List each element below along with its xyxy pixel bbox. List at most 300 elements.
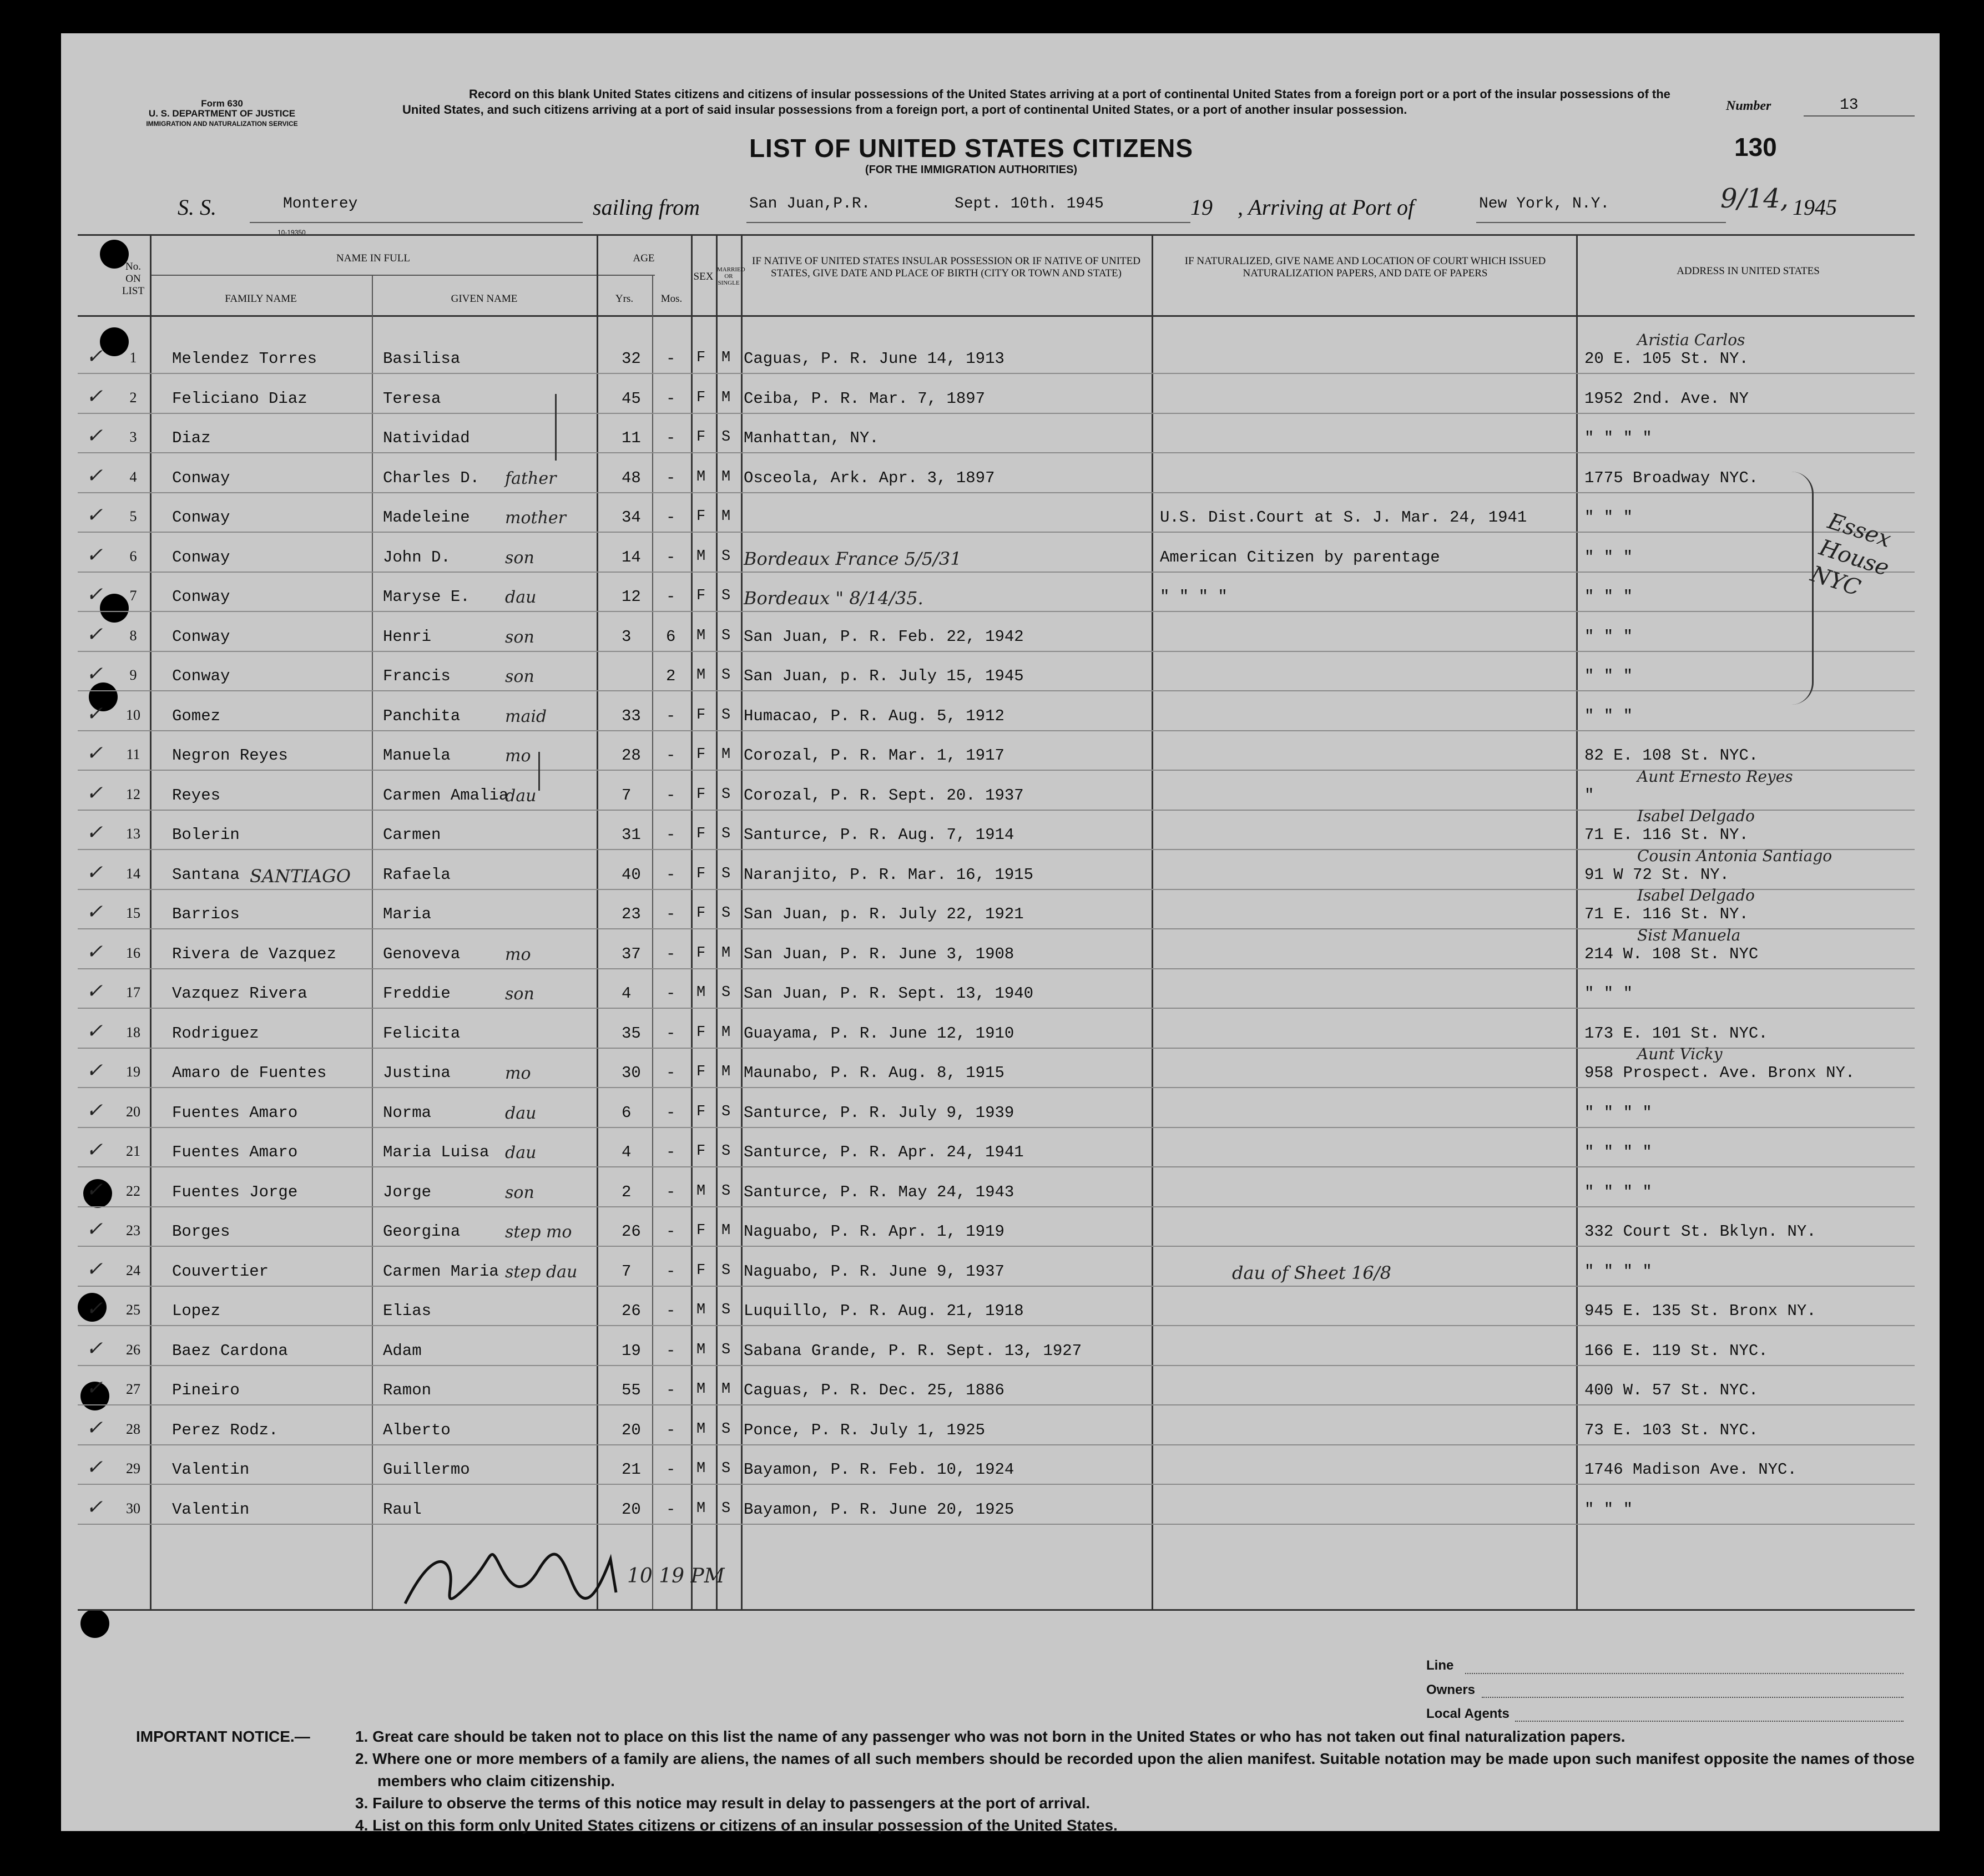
address: 91 W 72 St. NY.: [1584, 865, 1730, 884]
family-name: Conway: [172, 627, 230, 646]
address: " " ": [1584, 706, 1633, 725]
address: " " " ": [1584, 429, 1652, 447]
naturalization-info: American Citizen by parentage: [1160, 548, 1440, 567]
sex: F: [696, 706, 706, 724]
address-note: Isabel Delgado: [1637, 886, 1755, 904]
header-yrs: Yrs.: [615, 293, 634, 305]
sex: M: [696, 627, 706, 644]
family-name: Feliciano Diaz: [172, 389, 307, 408]
family-name: Gomez: [172, 706, 221, 725]
family-name: Reyes: [172, 786, 221, 805]
marital-status: S: [721, 548, 731, 565]
age-months: -: [666, 350, 676, 368]
sex: M: [696, 1182, 706, 1200]
row-rule: [78, 452, 1915, 453]
row-number: 28: [126, 1420, 140, 1437]
row-rule: [78, 1087, 1915, 1088]
age-months: -: [666, 389, 676, 408]
marital-status: S: [721, 1420, 731, 1438]
birth-info: Corozal, P. R. Sept. 20. 1937: [744, 786, 1024, 805]
given-name: Maria Luisa: [383, 1143, 489, 1161]
row-number: 25: [126, 1302, 140, 1318]
sex: M: [696, 548, 706, 565]
birth-info: San Juan, P. R. Feb. 22, 1942: [744, 627, 1024, 646]
row-rule: [78, 373, 1915, 374]
row-rule: [78, 1166, 1915, 1167]
birth-info: Santurce, P. R. Apr. 24, 1941: [744, 1143, 1024, 1161]
age-months: -: [666, 865, 676, 884]
form-number: Form 630: [201, 98, 243, 109]
marital-status: S: [721, 667, 731, 684]
sex: M: [696, 1460, 706, 1477]
address: " " ": [1584, 508, 1633, 527]
check-mark-icon: ✓: [86, 385, 103, 408]
address: 73 E. 103 St. NYC.: [1584, 1420, 1759, 1439]
marital-status: S: [721, 429, 731, 446]
age-years: 7: [622, 786, 632, 805]
given-name: Rafaela: [383, 865, 451, 884]
given-name: Carmen Amalia: [383, 786, 509, 805]
relation-note: mo: [505, 944, 531, 964]
check-mark-icon: ✓: [86, 781, 103, 805]
birth-info: Osceola, Ark. Apr. 3, 1897: [744, 468, 995, 487]
relation-note: son: [505, 984, 534, 1004]
row-number: 13: [126, 826, 140, 842]
owners-label: Owners: [1426, 1682, 1476, 1697]
sex: F: [696, 746, 706, 763]
birth-info: Bayamon, P. R. Feb. 10, 1924: [744, 1460, 1014, 1479]
age-months: -: [666, 984, 676, 1003]
row-number: 17: [126, 984, 140, 1000]
age-months: -: [666, 905, 676, 923]
ss-label: S. S.: [178, 195, 216, 220]
age-years: 7: [622, 1262, 632, 1281]
marital-status: S: [721, 1262, 731, 1279]
age-years: 19: [622, 1341, 641, 1360]
sex: M: [696, 984, 706, 1001]
address: 1775 Broadway NYC.: [1584, 468, 1759, 487]
row-rule: [78, 1365, 1915, 1366]
row-number: 27: [126, 1381, 140, 1397]
family-name: Valentin: [172, 1500, 250, 1519]
row-number: 3: [129, 429, 137, 445]
check-mark-icon: ✓: [86, 583, 103, 606]
given-name: Alberto: [383, 1420, 451, 1439]
age-years: 26: [622, 1222, 641, 1241]
marital-status: M: [721, 508, 731, 525]
given-name: Justina: [383, 1064, 451, 1082]
address: 166 E. 119 St. NYC.: [1584, 1341, 1768, 1360]
birth-info: Corozal, P. R. Mar. 1, 1917: [744, 746, 1004, 765]
header-mos: Mos.: [660, 293, 683, 305]
age-months: -: [666, 826, 676, 844]
given-name: Charles D.: [383, 468, 480, 487]
check-mark-icon: ✓: [86, 1059, 103, 1082]
marital-status: S: [721, 627, 731, 644]
birth-info: Ponce, P. R. July 1, 1925: [744, 1420, 986, 1439]
row-number: 10: [126, 706, 140, 723]
header-age: AGE: [633, 252, 655, 264]
department-name: U. S. DEPARTMENT OF JUSTICE: [148, 108, 296, 119]
sailing-label: sailing from: [593, 195, 700, 220]
check-mark-icon: ✓: [86, 940, 103, 963]
given-name: Madeleine: [383, 508, 470, 527]
age-years: 34: [622, 508, 641, 527]
relation-note: maid: [505, 706, 547, 726]
sex: M: [696, 1500, 706, 1517]
check-mark-icon: ✓: [86, 623, 103, 646]
relation-note: son: [505, 667, 534, 686]
address: 332 Court St. Bklyn. NY.: [1584, 1222, 1816, 1241]
arriving-label: , Arriving at Port of: [1238, 195, 1415, 220]
relation-note: dau: [505, 1143, 537, 1162]
age-years: 21: [622, 1460, 641, 1479]
given-name: Panchita: [383, 706, 461, 725]
marital-status: S: [721, 706, 731, 724]
header-married-single: MARRIED OR SINGLE: [717, 266, 745, 286]
given-name: Guillermo: [383, 1460, 470, 1479]
sex: F: [696, 1024, 706, 1041]
row-rule: [78, 1404, 1915, 1405]
check-mark-icon: ✓: [86, 424, 103, 447]
stamp-number: 130: [1734, 133, 1777, 161]
marital-status: S: [721, 1460, 731, 1477]
birth-info: San Juan, P. R. June 3, 1908: [744, 944, 1014, 963]
age-years: 20: [622, 1420, 641, 1439]
age-years: 20: [622, 1500, 641, 1519]
check-mark-icon: ✓: [86, 345, 103, 368]
age-years: 26: [622, 1302, 641, 1320]
address-note: Aunt Ernesto Reyes: [1637, 767, 1793, 786]
row-rule: [78, 532, 1915, 533]
signature-time: 10 19 PM: [627, 1565, 725, 1587]
age-months: 2: [666, 667, 676, 685]
family-name: Santana: [172, 865, 240, 884]
row-rule: [78, 572, 1915, 573]
sex: F: [696, 1262, 706, 1279]
row-number: 4: [129, 468, 137, 485]
check-mark-icon: ✓: [86, 702, 103, 725]
family-name-handwritten: SANTIAGO: [250, 865, 351, 887]
given-name: Genoveva: [383, 944, 461, 963]
relation-note: son: [505, 627, 534, 647]
birth-info: Manhattan, NY.: [744, 429, 879, 447]
relation-note: step dau: [505, 1262, 578, 1282]
age-months: -: [666, 786, 676, 805]
row-number: 18: [126, 1024, 140, 1040]
notice-item: 1. Great care should be taken not to place on this list the name of any passenger who was not born in the United States or who has not taken out final naturalization papers.: [355, 1728, 1625, 1745]
naturalization-info: U.S. Dist.Court at S. J. Mar. 24, 1941: [1160, 508, 1527, 527]
relation-note: mother: [505, 508, 566, 528]
naturalization-info: " " " ": [1160, 588, 1228, 606]
check-mark-icon: ✓: [86, 1416, 103, 1439]
row-rule: [78, 1127, 1915, 1128]
row-number: 6: [129, 548, 137, 564]
family-name: Baez Cardona: [172, 1341, 288, 1360]
address-note: Sist Manuela: [1637, 926, 1741, 944]
family-name: Valentin: [172, 1460, 250, 1479]
birth-info: Santurce, P. R. July 9, 1939: [744, 1103, 1014, 1122]
check-mark-icon: ✓: [86, 504, 103, 527]
check-mark-icon: ✓: [86, 1495, 103, 1519]
age-years: 48: [622, 468, 641, 487]
age-years: 30: [622, 1064, 641, 1082]
ship-name: Monterey: [283, 195, 358, 213]
row-rule: [78, 1206, 1915, 1207]
row-number: 5: [129, 508, 137, 524]
header-given-name: GIVEN NAME: [451, 293, 518, 305]
family-name: Vazquez Rivera: [172, 984, 307, 1003]
age-years: 2: [622, 1182, 632, 1201]
notice-item: 4. List on this form only United States citizens or citizens of an insular possession of the United States.: [355, 1817, 1118, 1834]
year-prefix: 19: [1190, 195, 1213, 220]
address: " " ": [1584, 548, 1633, 567]
family-bracket-small: [555, 394, 557, 461]
row-number: 9: [129, 667, 137, 683]
marital-status: S: [721, 1103, 731, 1120]
number-caption: Number: [1726, 99, 1771, 113]
row-rule: [78, 1444, 1915, 1445]
address: " " " ": [1584, 1182, 1652, 1201]
age-months: -: [666, 1341, 676, 1360]
arrival-port: New York, N.Y.: [1479, 195, 1610, 213]
relation-note: mo: [505, 1064, 531, 1083]
row-rule: [78, 1246, 1915, 1247]
age-months: -: [666, 1460, 676, 1479]
sex: F: [696, 826, 706, 842]
row-number: 30: [126, 1500, 140, 1516]
address: 71 E. 116 St. NY.: [1584, 905, 1749, 923]
family-name: Barrios: [172, 905, 240, 923]
birth-info: Bordeaux " 8/14/35.: [744, 588, 923, 609]
family-name: Conway: [172, 468, 230, 487]
age-months: -: [666, 548, 676, 567]
marital-status: M: [721, 350, 731, 366]
address: 400 W. 57 St. NYC.: [1584, 1381, 1759, 1399]
address-note: Isabel Delgado: [1637, 807, 1755, 825]
marital-status: M: [721, 746, 731, 763]
address: " " " ": [1584, 1143, 1652, 1161]
check-mark-icon: ✓: [86, 1178, 103, 1201]
header-no-on-list: No. ON LIST: [122, 261, 145, 297]
row-rule: [78, 1286, 1915, 1287]
row-number: 1: [129, 350, 137, 366]
family-name: Fuentes Amaro: [172, 1103, 298, 1122]
family-name: Lopez: [172, 1302, 221, 1320]
age-years: 4: [622, 1143, 632, 1161]
age-years: 4: [622, 984, 632, 1003]
check-mark-icon: ✓: [86, 821, 103, 844]
marital-status: S: [721, 588, 731, 604]
given-name: Ramon: [383, 1381, 432, 1399]
address: 958 Prospect. Ave. Bronx NY.: [1584, 1064, 1855, 1082]
birth-info: Luquillo, P. R. Aug. 21, 1918: [744, 1302, 1024, 1320]
family-name: Diaz: [172, 429, 211, 447]
relation-note: son: [505, 548, 534, 568]
bracket-note: Essex House NYC: [1808, 508, 1894, 601]
print-code: 10-19350: [277, 229, 306, 236]
age-months: 6: [666, 627, 676, 646]
address: " " " ": [1584, 1262, 1652, 1281]
check-mark-icon: ✓: [86, 663, 103, 685]
check-mark-icon: ✓: [86, 543, 103, 567]
sailing-port: San Juan,P.R.: [749, 195, 871, 213]
row-number: 19: [126, 1064, 140, 1080]
row-number: 15: [126, 905, 140, 921]
relation-note: father: [505, 468, 557, 488]
birth-info: San Juan, p. R. July 22, 1921: [744, 905, 1024, 923]
age-months: -: [666, 1103, 676, 1122]
family-name: Conway: [172, 667, 230, 685]
family-name: Pineiro: [172, 1381, 240, 1399]
sex: F: [696, 865, 706, 882]
age-months: -: [666, 588, 676, 606]
family-name: Amaro de Fuentes: [172, 1064, 327, 1082]
row-number: 29: [126, 1460, 140, 1476]
manifest-sheet: [61, 33, 1940, 1834]
sex: F: [696, 1143, 706, 1160]
sex: F: [696, 588, 706, 604]
relation-note: dau: [505, 786, 537, 806]
marital-status: S: [721, 786, 731, 803]
header-family-name: FAMILY NAME: [225, 293, 297, 305]
row-number: 12: [126, 786, 140, 802]
record-note: Record on this blank United States citizens and citizens of insular possessions of the United States arriving at a port of continental United States from a foreign port or a port of the insular possessions of the United States, and such citizens arriving at a port of said insular possessions from a foreign port, a port of continental United States, or a port of another insular possession.: [402, 87, 1670, 117]
age-years: 33: [622, 706, 641, 725]
birth-info: Humacao, P. R. Aug. 5, 1912: [744, 706, 1004, 725]
birth-info: Caguas, P. R. Dec. 25, 1886: [744, 1381, 1004, 1399]
check-mark-icon: ✓: [86, 1019, 103, 1043]
given-name: Adam: [383, 1341, 422, 1360]
address: " " ": [1584, 1500, 1633, 1519]
given-name: Raul: [383, 1500, 422, 1519]
sex: F: [696, 1103, 706, 1120]
birth-info: Ceiba, P. R. Mar. 7, 1897: [744, 389, 986, 408]
age-years: 45: [622, 389, 641, 408]
marital-status: S: [721, 1500, 731, 1517]
address: " " " ": [1584, 1103, 1652, 1122]
row-number: 16: [126, 944, 140, 961]
family-name: Bolerin: [172, 826, 240, 844]
birth-info: Naranjito, P. R. Mar. 16, 1915: [744, 865, 1034, 884]
given-name: Georgina: [383, 1222, 461, 1241]
notice-heading: IMPORTANT NOTICE.—: [136, 1728, 310, 1745]
age-years: 37: [622, 944, 641, 963]
family-name: Rodriguez: [172, 1024, 259, 1043]
sex: M: [696, 667, 706, 684]
row-rule: [78, 1325, 1915, 1326]
birth-info: San Juan, P. R. Sept. 13, 1940: [744, 984, 1034, 1003]
given-name: Elias: [383, 1302, 432, 1320]
relation-note: step mo: [505, 1222, 572, 1242]
age-years: 31: [622, 826, 641, 844]
birth-info: Maunabo, P. R. Aug. 8, 1915: [744, 1064, 1004, 1082]
row-number: 20: [126, 1103, 140, 1120]
row-number: 24: [126, 1262, 140, 1278]
relation-note: dau: [505, 1103, 537, 1123]
marital-status: S: [721, 1182, 731, 1200]
address: " " ": [1584, 627, 1633, 646]
row-rule: [78, 611, 1915, 612]
given-name: John D.: [383, 548, 451, 567]
birth-info: Guayama, P. R. June 12, 1910: [744, 1024, 1014, 1043]
sex: F: [696, 429, 706, 446]
row-number: 11: [126, 746, 140, 762]
birth-info: Naguabo, P. R. Apr. 1, 1919: [744, 1222, 1004, 1241]
row-rule: [78, 651, 1915, 652]
address: " " ": [1584, 667, 1633, 685]
marital-status: M: [721, 1381, 731, 1398]
given-name: Carmen Maria: [383, 1262, 499, 1281]
given-name: Jorge: [383, 1182, 432, 1201]
family-name: Conway: [172, 548, 230, 567]
check-mark-icon: ✓: [86, 1297, 103, 1320]
birth-info: San Juan, p. R. July 15, 1945: [744, 667, 1024, 685]
sex: M: [696, 468, 706, 486]
age-years: 55: [622, 1381, 641, 1399]
check-mark-icon: ✓: [86, 1377, 103, 1399]
header-birth: IF NATIVE OF UNITED STATES INSULAR POSSESSION OR IF NATIVE OF UNITED STATES, GIVE DATE AND PLACE OF BIRTH (CITY OR TOWN AND STATE): [752, 255, 1140, 279]
age-months: -: [666, 944, 676, 963]
address: 945 E. 135 St. Bronx NY.: [1584, 1302, 1816, 1320]
age-years: 23: [622, 905, 641, 923]
age-months: -: [666, 429, 676, 447]
sex: M: [696, 1302, 706, 1318]
row-rule: [78, 730, 1915, 731]
marital-status: S: [721, 1302, 731, 1318]
family-name: Fuentes Amaro: [172, 1143, 298, 1161]
sex: M: [696, 1341, 706, 1358]
check-mark-icon: ✓: [86, 980, 103, 1003]
page-title: LIST OF UNITED STATES CITIZENS: [749, 134, 1194, 163]
given-name: Natividad: [383, 429, 470, 447]
birth-info: Naguabo, P. R. June 9, 1937: [744, 1262, 1004, 1281]
birth-info: Bordeaux France 5/5/31: [744, 548, 962, 569]
birth-info: Santurce, P. R. May 24, 1943: [744, 1182, 1014, 1201]
age-months: -: [666, 1500, 676, 1519]
marital-status: M: [721, 1222, 731, 1239]
header-naturalized: IF NATURALIZED, GIVE NAME AND LOCATION OF COURT WHICH ISSUED NATURALIZATION PAPERS, AND DATE OF PAPERS: [1184, 255, 1546, 279]
family-name: Melendez Torres: [172, 350, 317, 368]
age-years: 32: [622, 350, 641, 368]
age-months: -: [666, 746, 676, 765]
family-name: Conway: [172, 588, 230, 606]
age-months: -: [666, 1024, 676, 1043]
address: 82 E. 108 St. NYC.: [1584, 746, 1759, 765]
age-months: -: [666, 1302, 676, 1320]
sailing-date: Sept. 10th. 1945: [955, 195, 1104, 213]
age-years: 11: [622, 429, 641, 447]
given-name: Felicita: [383, 1024, 461, 1043]
relation-note: mo: [505, 746, 531, 766]
arrival-year: 1945: [1793, 195, 1837, 220]
marital-status: M: [721, 944, 731, 962]
sex: F: [696, 389, 706, 406]
given-name: Maryse E.: [383, 588, 470, 606]
age-years: 35: [622, 1024, 641, 1043]
marital-status: M: [721, 389, 731, 406]
age-months: -: [666, 1262, 676, 1281]
check-mark-icon: ✓: [86, 861, 103, 884]
row-number: 21: [126, 1143, 140, 1159]
marital-status: M: [721, 1064, 731, 1080]
marital-status: S: [721, 826, 731, 842]
given-name: Carmen: [383, 826, 441, 844]
relation-note: dau: [505, 588, 537, 607]
sex: M: [696, 1381, 706, 1398]
important-notice: [136, 1726, 1934, 1834]
service-name: IMMIGRATION AND NATURALIZATION SERVICE: [146, 120, 298, 128]
